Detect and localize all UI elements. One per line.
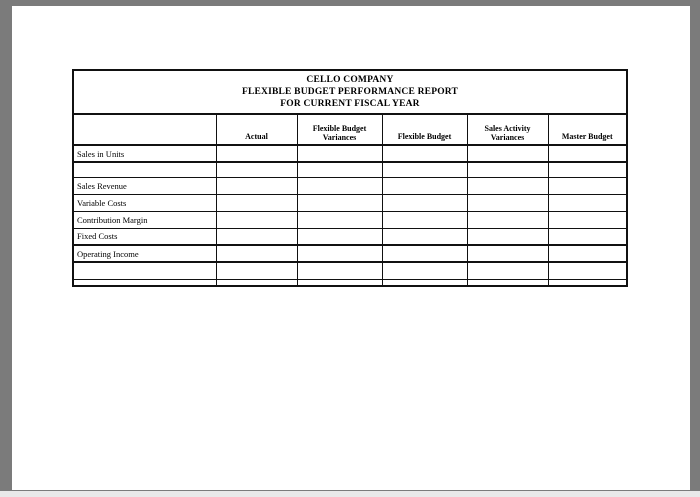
cell-sales-activity-variance[interactable] <box>467 177 548 194</box>
cell-flexible-budget-variance[interactable] <box>297 211 382 228</box>
column-header-actual: Actual <box>216 115 297 145</box>
cell-sales-activity-variance[interactable] <box>467 228 548 245</box>
row-contribution-margin <box>74 211 626 228</box>
column-header-row <box>74 115 626 145</box>
bottom-cell <box>216 279 297 285</box>
cell-flexible-budget[interactable] <box>382 145 467 162</box>
cell-master-budget[interactable] <box>548 194 626 211</box>
cell-sales-activity-variance[interactable] <box>467 262 548 279</box>
cell-actual[interactable] <box>216 228 297 245</box>
row-operating-income <box>74 245 626 262</box>
cell-sales-activity-variance[interactable] <box>467 194 548 211</box>
column-header-flexible-budget-variances: Flexible Budget Variances <box>297 115 382 145</box>
cell-sales-activity-variance[interactable] <box>467 245 548 262</box>
row-blank <box>74 262 626 279</box>
spacer-cell <box>382 162 467 177</box>
row-fixed-costs <box>74 228 626 245</box>
cell-flexible-budget-variance[interactable] <box>297 145 382 162</box>
report-grid <box>74 115 626 285</box>
document-page <box>12 6 690 490</box>
row-label-sales-revenue: Sales Revenue <box>74 177 216 194</box>
cell-flexible-budget-variance[interactable] <box>297 194 382 211</box>
cell-actual[interactable] <box>216 262 297 279</box>
bottom-cell <box>74 279 216 285</box>
cell-actual[interactable] <box>216 145 297 162</box>
cell-actual[interactable] <box>216 177 297 194</box>
report-title <box>74 71 626 115</box>
cell-flexible-budget[interactable] <box>382 194 467 211</box>
cell-flexible-budget[interactable] <box>382 211 467 228</box>
cell-flexible-budget[interactable] <box>382 262 467 279</box>
cell-actual[interactable] <box>216 211 297 228</box>
row-label-fixed-costs: Fixed Costs <box>74 228 216 245</box>
spacer-cell <box>548 162 626 177</box>
viewer-bottom-strip <box>0 491 700 497</box>
spacer-cell <box>216 162 297 177</box>
blank-cell <box>74 262 216 279</box>
row-label-variable-costs: Variable Costs <box>74 194 216 211</box>
cell-master-budget[interactable] <box>548 145 626 162</box>
column-header-flexible-budget: Flexible Budget <box>382 115 467 145</box>
performance-report-table <box>72 69 628 287</box>
cell-flexible-budget[interactable] <box>382 228 467 245</box>
column-header-master-budget: Master Budget <box>548 115 626 145</box>
cell-flexible-budget-variance[interactable] <box>297 177 382 194</box>
bottom-cell <box>548 279 626 285</box>
cell-master-budget[interactable] <box>548 245 626 262</box>
cell-flexible-budget-variance[interactable] <box>297 228 382 245</box>
cell-flexible-budget[interactable] <box>382 245 467 262</box>
cell-actual[interactable] <box>216 245 297 262</box>
cell-flexible-budget-variance[interactable] <box>297 262 382 279</box>
bottom-cell <box>382 279 467 285</box>
row-sales-in-units <box>74 145 626 162</box>
row-label-contribution-margin: Contribution Margin <box>74 211 216 228</box>
row-variable-costs <box>74 194 626 211</box>
row-bottom-rule <box>74 279 626 285</box>
row-sales-revenue <box>74 177 626 194</box>
row-label-sales-in-units: Sales in Units <box>74 145 216 162</box>
header-corner-cell <box>74 115 216 145</box>
company-name: CELLO COMPANY <box>306 75 394 85</box>
report-name: FLEXIBLE BUDGET PERFORMANCE REPORT <box>241 87 459 97</box>
cell-master-budget[interactable] <box>548 211 626 228</box>
cell-sales-activity-variance[interactable] <box>467 145 548 162</box>
cell-master-budget[interactable] <box>548 262 626 279</box>
bottom-cell <box>467 279 548 285</box>
cell-actual[interactable] <box>216 194 297 211</box>
row-label-operating-income: Operating Income <box>74 245 216 262</box>
cell-sales-activity-variance[interactable] <box>467 211 548 228</box>
cell-flexible-budget[interactable] <box>382 177 467 194</box>
row-spacer <box>74 162 626 177</box>
cell-flexible-budget-variance[interactable] <box>297 245 382 262</box>
bottom-cell <box>297 279 382 285</box>
spacer-cell <box>74 162 216 177</box>
column-header-sales-activity-variances: Sales Activity Variances <box>467 115 548 145</box>
spacer-cell <box>297 162 382 177</box>
cell-master-budget[interactable] <box>548 177 626 194</box>
cell-master-budget[interactable] <box>548 228 626 245</box>
report-period: FOR CURRENT FISCAL YEAR <box>280 99 420 109</box>
spacer-cell <box>467 162 548 177</box>
